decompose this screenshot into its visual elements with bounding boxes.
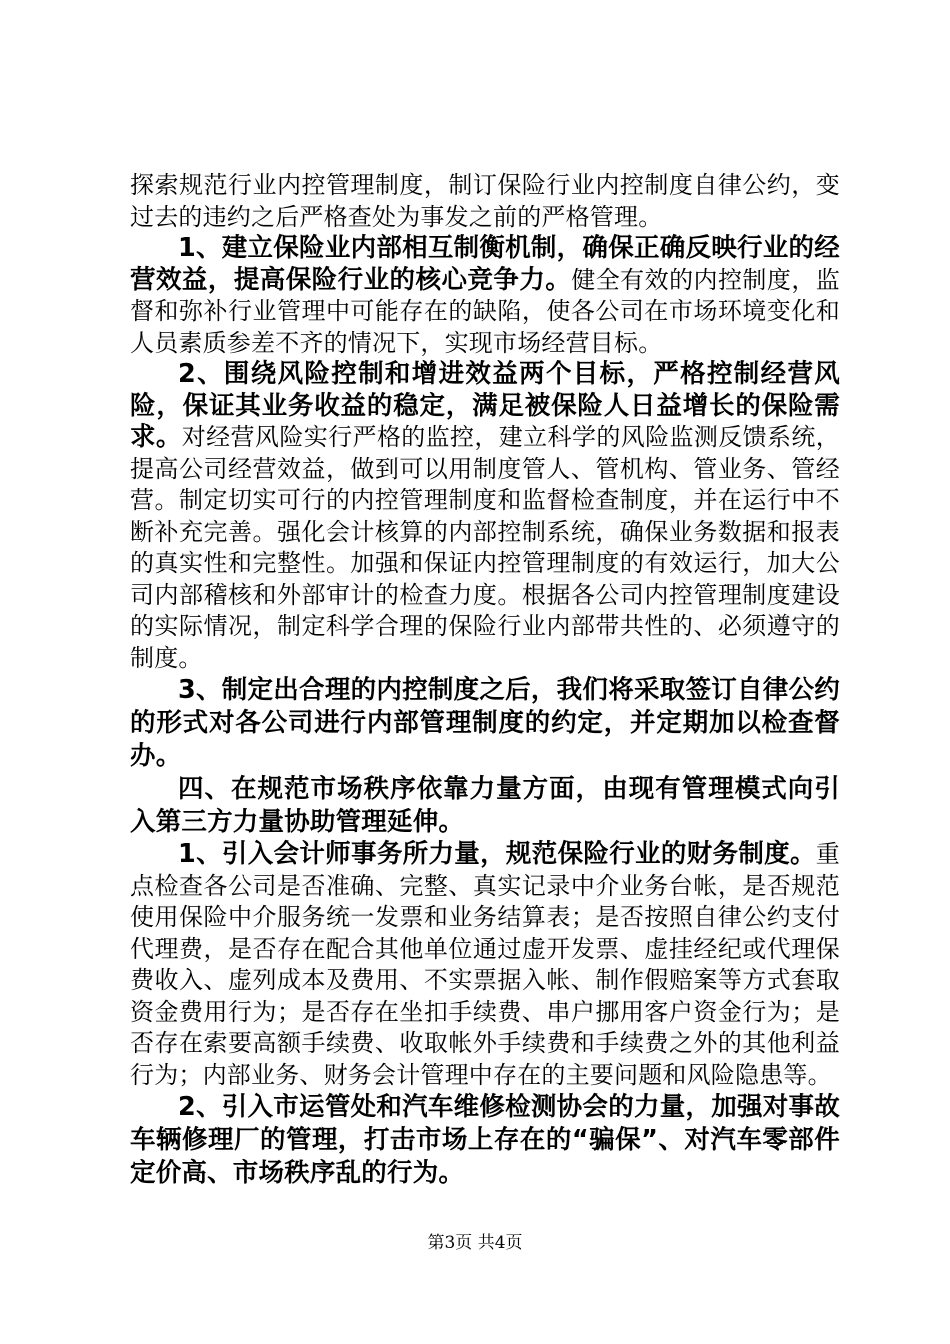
- document-body: [130, 170, 840, 1190]
- paragraph-item-2-lead: 2、围绕风险控制和增进效益两个目标，严格控制经营风险，保证其业务收益的稳定，满足被保险人日益增长的保险需求。: [130, 359, 840, 452]
- paragraph-item-3: 3、制定出合理的内控制度之后，我们将采取签订自律公约的形式对各公司进行内部管理制度的约定，并定期加以检查督办。: [130, 675, 840, 771]
- section-heading-four: 四、在规范市场秩序依靠力量方面，由现有管理模式向引入第三方力量协助管理延伸。: [130, 774, 840, 837]
- paragraph-section-four-item-2: 2、引入市运管处和汽车维修检测协会的力量，加强对事故车辆修理厂的管理，打击市场上存在的“骗保”、对汽车零部件定价高、市场秩序乱的行为。: [130, 1092, 840, 1188]
- paragraph-item-1-lead: 1、建立保险业内部相互制衡机制，确保正确反映行业的经营效益，提高保险行业的核心竞争力。: [130, 233, 840, 295]
- paragraph-item-1-body: 健全有效的内控制度，监督和弥补行业管理中可能存在的缺陷，使各公司在市场环境变化和人员素质参差不齐的情况下，实现市场经营目标。: [130, 265, 841, 357]
- paragraph-section-four-item-1-body: 重点检查各公司是否准确、完整、真实记录中介业务台帐，是否规范使用保险中介服务统一发票和业务结算表；是否按照自律公约支付代理费，是否存在配合其他单位通过虚开发票、虚挂经纪或代理保费收入、虚列成本及费用、不实票据入帐、制作假赔案等方式套取资金费用行为；是否存在坐扣手续费、串户挪用客户资金行为；是否存在索要高额手续费、收取帐外手续费和手续费之外的其他利益行为；内部业务、财务会计管理中存在的主要问题和风险隐患等。: [130, 840, 840, 1089]
- paragraph-section-four-item-1: [130, 839, 840, 1091]
- paragraph-item-2: [130, 359, 840, 674]
- page-number-footer: 第3页 共4页: [427, 1233, 523, 1253]
- paragraph-item-2-body: 对经营风险实行严格的监控，建立科学的风险监测反馈系统，提高公司经营效益，做到可以用制度管人、管机构、管业务、管经营。制定切实可行的内控管理制度和监督检查制度，并在运行中不断补充完善。强化会计核算的内部控制系统，确保业务数据和报表的真实性和完整性。加强和保证内控管理制度的有效运行，加大公司内部稽核和外部审计的检查力度。根据各公司内控管理制度建设的实际情况，制定科学合理的保险行业内部带共性的、必须遵守的制度。: [130, 423, 840, 672]
- paragraph-intro: 探索规范行业内控管理制度，制订保险行业内控制度自律公约，变过去的违约之后严格查处为事发之前的严格管理。: [130, 171, 840, 231]
- paragraph-section-four-item-1-lead: 1、引入会计师事务所力量，规范保险行业的财务制度。: [178, 839, 816, 869]
- paragraph-item-1: [130, 233, 840, 359]
